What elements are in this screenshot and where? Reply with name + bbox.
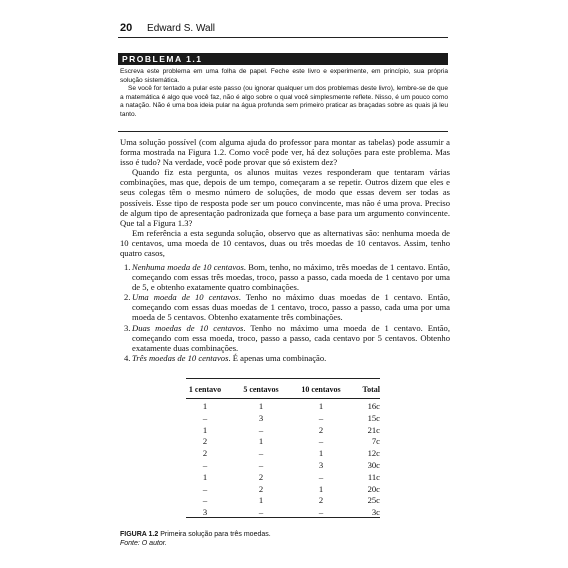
table-row <box>186 425 380 437</box>
case-text: . Tenho no máximo duas moedas de 1 centavo. Então, começando com essas duas moedas de 1 centavo, troco, passo a passo, cada uma por uma moeda de 5 centavos. Obtenho exatamente três combinações. <box>132 292 450 323</box>
case-number: 3. <box>124 322 131 333</box>
table-top-rule <box>186 378 380 379</box>
case-title: Nenhuma moeda de 10 centavos <box>132 262 244 272</box>
table-row <box>186 448 380 460</box>
body-paragraph: Em referência a esta segunda solução, observo que as alternativas são: nenhuma moeda de 10 centavos, uma moeda de 10 centavos, duas ou três moedas de 10 centavos. Assim, tenho quatro casos, <box>120 227 450 259</box>
problem-instruction: Escreva este problema em uma folha de papel. Feche este livro e experimente, em princípio, sua própria solução sistemática. <box>120 68 448 84</box>
table-cell: 3 <box>202 507 208 518</box>
figure-caption <box>120 530 450 548</box>
table-header-cell: Total <box>362 385 380 394</box>
case-text: . Tenho no máximo uma moeda de 1 centavo. Então, começando com essa moeda, troco, passo a passo, cada centavo por 5 centavos. Obtenho exatamente duas combinações. <box>132 322 450 353</box>
table-cell: 3 <box>258 412 264 423</box>
body-text <box>120 137 450 258</box>
table-cell: – <box>318 471 324 482</box>
case-item <box>120 353 450 363</box>
table-cell: 1 <box>202 424 208 435</box>
table-row <box>186 401 380 413</box>
running-header <box>120 22 450 38</box>
table-bottom-rule <box>186 517 380 518</box>
problem-advice: Se você for tentado a pular este passo (ou ignorar qualquer um dos problemas deste livro), lembre-se de que a matemática é algo que você faz, não é algo sobre o qual você simplesmente reflete. Nisso, é um pouco como a natação. Não é uma boa ideia pular na água profunda sem primeiro praticar as braçadas sobre as quais já leu tanto. <box>120 85 448 118</box>
table-cell: – <box>258 424 264 435</box>
problem-title: PROBLEMA 1.1 <box>122 54 203 64</box>
table-cell: – <box>258 448 264 459</box>
table-header-rule <box>186 398 380 399</box>
table-cell: 2 <box>318 495 324 506</box>
problem-title-bar <box>118 53 448 65</box>
table-header-cell: 1 centavo <box>188 385 222 394</box>
case-item <box>120 292 450 322</box>
cases-list <box>120 262 450 363</box>
table-header-cell: 10 centavos <box>301 385 341 394</box>
table-cell: 2 <box>258 483 264 494</box>
table-cell: – <box>258 507 264 518</box>
case-title: Duas moedas de 10 centavos <box>132 322 244 333</box>
table-cell: – <box>318 412 324 423</box>
table-cell: – <box>202 483 208 494</box>
table-cell: 15c <box>367 412 380 423</box>
table-cell: 2 <box>258 471 264 482</box>
table-row <box>186 472 380 484</box>
case-number: 1. <box>124 262 131 272</box>
case-number: 2. <box>124 292 131 303</box>
page-number: 20 <box>120 22 133 34</box>
case-text: . Bom, tenho, no máximo, três moedas de 1 centavo. Então, começando com essas três moedas, troco, passo a passo, cada moeda de 1 centavo por uma de 5, e obtenho exatamente quatro combinações. <box>132 262 450 293</box>
case-title: Uma moeda de 10 centavos <box>132 292 239 303</box>
table-cell: 1 <box>258 401 264 411</box>
case-item <box>120 323 450 353</box>
problem-box-rule <box>118 131 448 132</box>
table-body <box>186 401 380 519</box>
table-cell: 2 <box>318 424 324 435</box>
table-cell: 7c <box>371 436 380 447</box>
table-cell: – <box>318 436 324 447</box>
table-cell: 3 <box>318 459 324 470</box>
table-row <box>186 484 380 496</box>
header-rule <box>118 37 448 38</box>
table-cell: 3c <box>371 507 380 518</box>
table-cell: – <box>202 412 208 423</box>
table-cell: 1 <box>202 471 208 482</box>
figure-label: FIGURA 1.2 <box>120 531 159 538</box>
table-cell: 30c <box>367 459 380 470</box>
figure-caption-text: Primeira solução para três moedas. <box>160 531 271 538</box>
case-number: 4. <box>124 352 131 363</box>
table-cell: 2 <box>202 436 208 447</box>
table-row <box>186 495 380 507</box>
table-cell: – <box>258 459 264 470</box>
case-title: Três moedas de 10 centavos <box>132 352 229 363</box>
table-cell: 1 <box>258 495 264 506</box>
table-cell: – <box>202 459 208 470</box>
body-paragraph: Uma solução possível (com alguma ajuda do professor para montar as tabelas) pode assumir a forma mostrada na Figura 1.2. Como você pode ver, há dez soluções para este problema. Mas isso é tudo? Na verdade, você pode provar que só existem dez? <box>120 137 450 168</box>
table-header <box>186 385 380 396</box>
table-cell: 20c <box>367 483 380 494</box>
table-cell: 1 <box>318 401 324 411</box>
body-paragraph: Quando fiz esta pergunta, os alunos muitas vezes responderam que tentaram várias combinações, mas que, depois de um tempo, começaram a se repetir. Outros dizem que eles e seus colegas têm o mesmo número de soluções, de modo que essas devem ser todas as possíveis. Esse tipo de resposta pode ser um pouco convincente, mas não é uma prova. Preciso de algum tipo de apresentação padronizada que forneça a base para um argumento convincente. Que tal a Figura 1.3? <box>120 167 450 228</box>
table-cell: – <box>202 495 208 506</box>
table-cell: 2 <box>202 448 208 459</box>
table-cell: 25c <box>367 495 380 506</box>
case-item <box>120 262 450 292</box>
table-row <box>186 460 380 472</box>
table-row <box>186 413 380 425</box>
table-cell: – <box>318 507 324 518</box>
table-header-cell: 5 centavos <box>243 385 279 394</box>
table-cell: 21c <box>367 424 380 435</box>
table-cell: 1 <box>202 401 208 411</box>
case-text: . É apenas uma combinação. <box>228 352 327 363</box>
problem-box <box>120 68 448 120</box>
table-cell: 11c <box>367 471 380 482</box>
table-cell: 1 <box>318 483 324 494</box>
table-cell: 1 <box>318 448 324 459</box>
table-cell: 12c <box>367 448 380 459</box>
table-cell: 1 <box>258 436 264 447</box>
figure-source: Fonte: O autor. <box>120 540 167 547</box>
table-cell: 16c <box>367 401 380 411</box>
table-row <box>186 436 380 448</box>
running-header-author: Edward S. Wall <box>147 23 216 34</box>
